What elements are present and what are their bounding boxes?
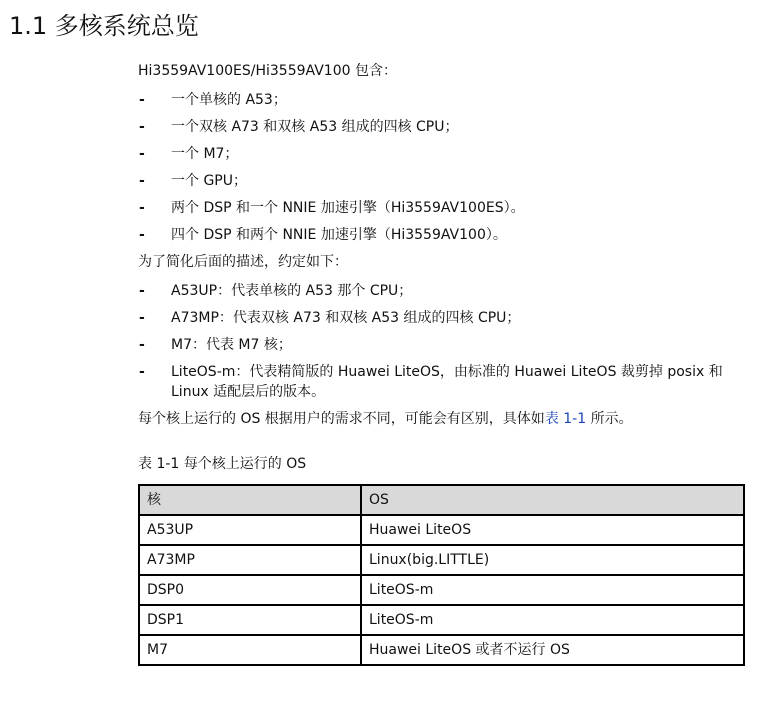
table-caption: 表 1-1 每个核上运行的 OS: [138, 456, 307, 472]
list-item: - A73MP：代表双核 A73 和双核 A53 组成的四核 CPU；: [139, 310, 521, 326]
table-header-row: [139, 485, 744, 515]
cell-os: LiteOS-m: [361, 575, 744, 605]
abbreviation-intro: 为了简化后面的描述，约定如下：: [138, 254, 348, 270]
list-item: - A53UP：代表单核的 A53 那个 CPU；: [139, 283, 413, 299]
bullet-dash-icon: -: [139, 227, 145, 243]
cell-os: LiteOS-m: [361, 605, 744, 635]
column-header-core: 核: [139, 485, 361, 515]
bullet-dash-icon: -: [139, 119, 145, 135]
table-row: [139, 545, 744, 575]
intro-text: Hi3559AV100ES/Hi3559AV100 包含：: [138, 63, 397, 79]
bullet-dash-icon: -: [139, 364, 145, 380]
note-text: 每个核上运行的 OS 根据用户的需求不同，可能会有区别，具体如表 1-1 所示。: [138, 411, 633, 427]
list-item: - 两个 DSP 和一个 NNIE 加速引擎（Hi3559AV100ES）。: [139, 200, 525, 216]
component-list: [138, 90, 750, 245]
bullet-dash-icon: -: [139, 92, 145, 108]
cell-os: Linux(big.LITTLE): [361, 545, 744, 575]
list-item: - 一个双核 A73 和双核 A53 组成的四核 CPU；: [139, 119, 459, 135]
cell-core: DSP1: [139, 605, 361, 635]
cell-core: DSP0: [139, 575, 361, 605]
bullet-dash-icon: -: [139, 310, 145, 326]
abbreviation-list: [138, 281, 750, 402]
table-reference-link[interactable]: 表 1-1: [544, 411, 587, 427]
cell-os: Huawei LiteOS: [361, 515, 744, 545]
column-header-os: OS: [361, 485, 744, 515]
bullet-dash-icon: -: [139, 200, 145, 216]
os-table: [138, 484, 745, 666]
list-item: - 一个单核的 A53；: [139, 92, 287, 108]
list-item: - M7：代表 M7 核；: [139, 337, 292, 353]
list-item: - 四个 DSP 和两个 NNIE 加速引擎（Hi3559AV100）。: [139, 227, 507, 243]
list-item: - 一个 GPU；: [139, 173, 247, 189]
cell-core: A53UP: [139, 515, 361, 545]
bullet-dash-icon: -: [139, 337, 145, 353]
bullet-dash-icon: -: [139, 283, 145, 299]
cell-core: A73MP: [139, 545, 361, 575]
list-item: - LiteOS-m：代表精简版的 Huawei LiteOS，由标准的 Huawei LiteOS 裁剪掉 posix 和 Linux 适配层后的版本。: [139, 364, 723, 400]
section-heading: 1.1 多核系统总览: [9, 12, 199, 40]
bullet-dash-icon: -: [139, 146, 145, 162]
table-row: [139, 635, 744, 665]
table-row: [139, 605, 744, 635]
table-row: [139, 515, 744, 545]
list-item: - 一个 M7；: [139, 146, 239, 162]
bullet-dash-icon: -: [139, 173, 145, 189]
cell-os: Huawei LiteOS 或者不运行 OS: [361, 635, 744, 665]
table-row: [139, 575, 744, 605]
cell-core: M7: [139, 635, 361, 665]
section-body: [138, 61, 750, 666]
